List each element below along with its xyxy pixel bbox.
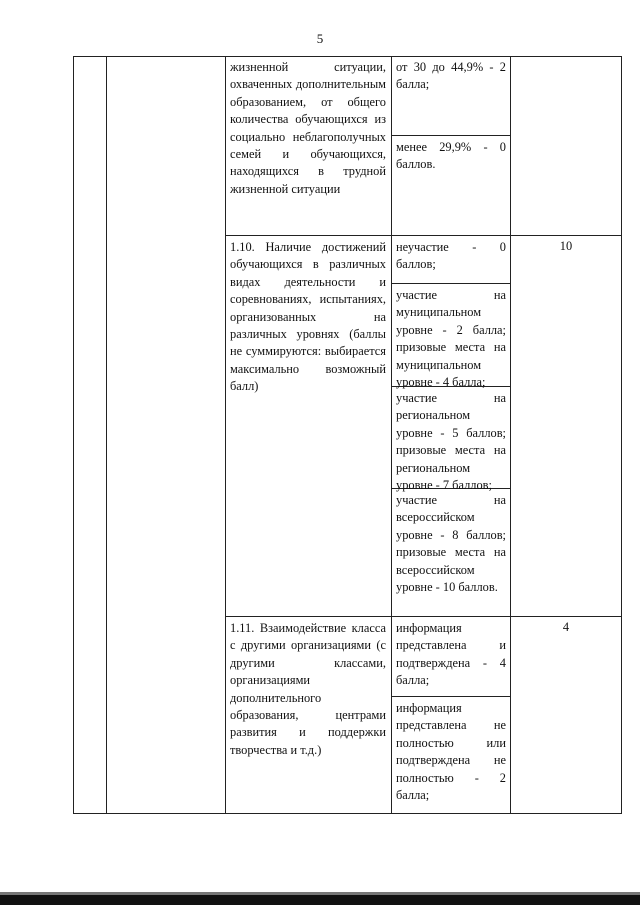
option-text: информация представлена и подтверждена - 4 балла;: [396, 621, 506, 688]
table-border-right: [621, 56, 622, 814]
option-divider: [391, 283, 510, 284]
option-text: участие на всероссийском уровне - 8 баллов; призовые места на всероссийском уровне - 10 баллов.: [396, 493, 506, 595]
option-text: участие на муниципальном уровне - 2 балла; призовые места на муниципальном уровне - 4 балла;: [396, 288, 506, 390]
option-text: неучастие - 0 баллов;: [396, 240, 506, 272]
option-text: участие на региональном уровне - 5 баллов; призовые места на региональном уровне - 7 баллов;: [396, 391, 506, 493]
row-divider: [225, 235, 622, 236]
table-border-left: [73, 56, 74, 814]
column-divider: [391, 56, 392, 814]
table-border-bottom: [73, 813, 622, 814]
table-border-top: [73, 56, 622, 57]
column-divider: [510, 56, 511, 814]
option-divider: [391, 135, 510, 136]
column-divider: [106, 56, 107, 814]
criterion-text: 1.11. Взаимодействие класса с другими организациями (с другими классами, организациями дополнительного образования, центрами развития и поддержки творчества и т.д.): [230, 621, 386, 757]
option-text: от 30 до 44,9% - 2 балла;: [396, 60, 506, 92]
page-number: 5: [316, 31, 324, 46]
option-divider: [391, 696, 510, 697]
scan-edge: [0, 895, 640, 905]
criterion-text: 1.10. Наличие достижений обучающихся в различных видах деятельности и соревнованиях, испытаниях, организованных на различных уровнях (баллы не суммируются: выбирается максимально возможный балл): [230, 240, 386, 394]
criterion-text: жизненной ситуации, охваченных дополнительным образованием, от общего количества обучающихся из социально неблагополучных семей и обучающихся, находящихся в трудной жизненной ситуации: [230, 60, 386, 196]
option-text: менее 29,9% - 0 баллов.: [396, 140, 506, 172]
column-divider: [225, 56, 226, 814]
row-divider: [225, 616, 622, 617]
criteria-table: [73, 56, 622, 814]
max-score: 10: [559, 239, 573, 253]
option-text: информация представлена не полностью или подтверждена не полностью - 2 балла;: [396, 701, 506, 803]
max-score: 4: [562, 620, 570, 634]
